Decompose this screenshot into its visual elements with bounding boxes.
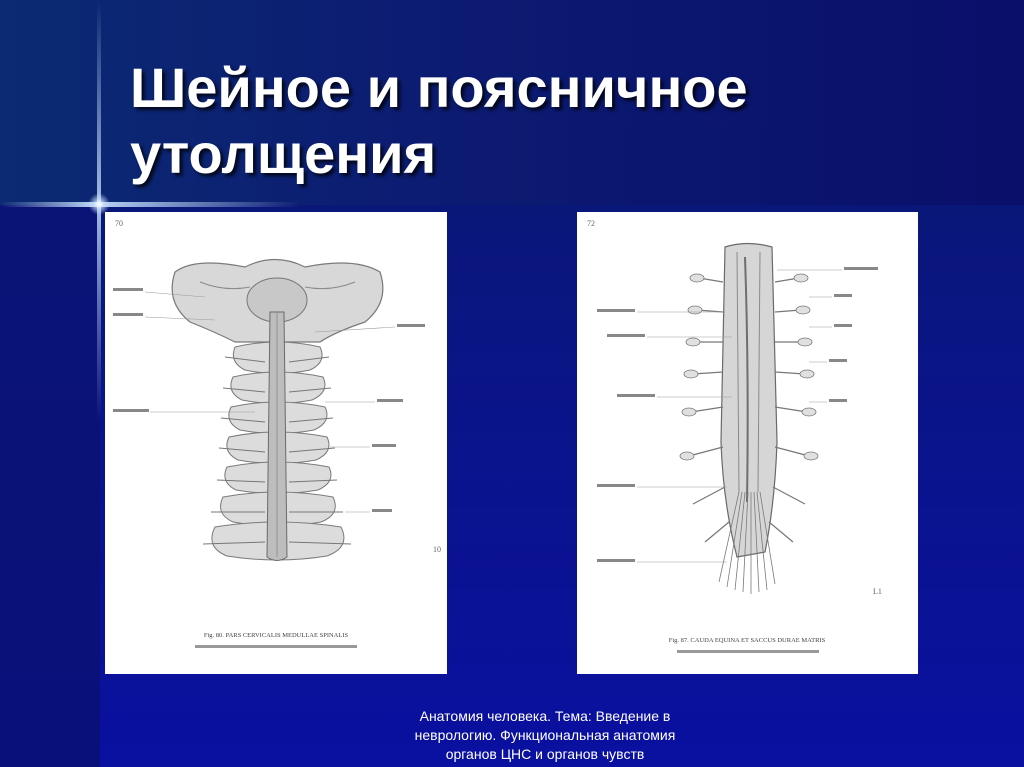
slide-title: [130, 55, 930, 187]
left-decor-strip: [0, 205, 100, 767]
corner-label-left: 10: [433, 545, 441, 554]
page-number-left: 70: [115, 219, 123, 228]
footer-line1: Анатомия человека. Тема: Введение в: [419, 708, 671, 724]
figure-cauda-equina: [577, 212, 918, 674]
cervical-spine-illustration: [105, 212, 447, 674]
light-streak-horizontal: [0, 202, 300, 207]
footer-line2: неврологию. Функциональная анатомия: [414, 727, 676, 743]
figure-caption-left: Fig. 80. PARS CERVICALIS MEDULLAE SPINALIS: [203, 632, 349, 639]
cauda-equina-illustration: [577, 212, 918, 674]
slide-title-line1: Шейное и поясничное: [130, 56, 748, 119]
footer-line3: органов ЦНС и органов чувств: [445, 746, 645, 762]
corner-label-right: L1: [873, 587, 882, 596]
slide-footer: [380, 707, 710, 764]
figure-cervical-spine: [105, 212, 447, 674]
slide-title-line2: утолщения: [130, 122, 437, 185]
page-number-right: 72: [587, 219, 595, 228]
figure-caption-right: Fig. 87. CAUDA EQUINA ET SACCUS DURAE MATRIS: [668, 637, 826, 644]
